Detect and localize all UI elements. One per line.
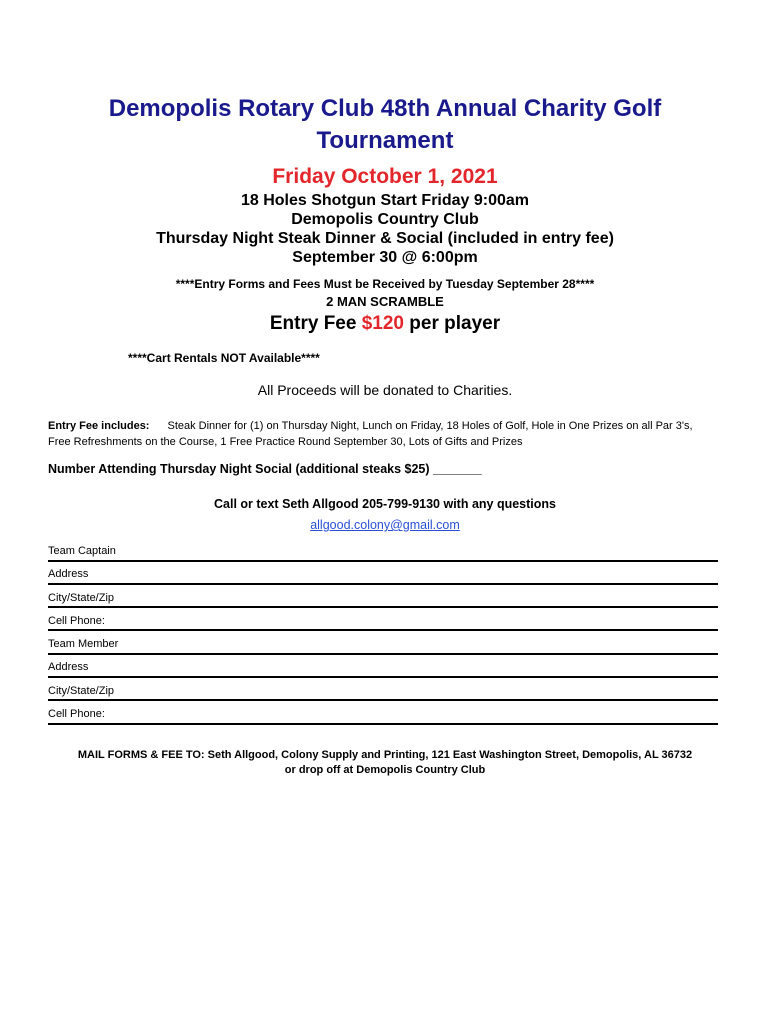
- captain-cell-phone-field[interactable]: Cell Phone:: [48, 610, 718, 632]
- dropoff-line: or drop off at Demopolis Country Club: [284, 764, 486, 776]
- email-link[interactable]: allgood.colony@gmail.com: [310, 518, 460, 532]
- mail-address-line: MAIL FORMS & FEE TO: Seth Allgood, Colony Supply and Printing, 121 East Washington Street, Demopolis, AL 36732: [77, 749, 693, 761]
- entry-fee: [0, 313, 770, 335]
- entry-fee-prefix: Entry Fee: [269, 313, 357, 334]
- entry-fee-suffix: per player: [409, 313, 501, 334]
- mailing-instructions: [0, 748, 770, 778]
- entry-fee-amount: $120: [361, 313, 405, 334]
- deadline-notice: ****Entry Forms and Fees Must be Received by Tuesday September 28****: [175, 277, 595, 291]
- member-address-field[interactable]: Address: [48, 656, 718, 678]
- email-row: [0, 518, 770, 532]
- team-captain-field[interactable]: Team Captain: [48, 540, 718, 562]
- page-title: Demopolis Rotary Club 48th Annual Charity Golf Tournament: [108, 95, 662, 154]
- captain-address-field[interactable]: Address: [48, 563, 718, 585]
- dinner-time-line: September 30 @ 6:00pm: [292, 249, 478, 266]
- contact-line: Call or text Seth Allgood 205-799-9130 with any questions: [214, 497, 556, 511]
- event-info: [0, 191, 770, 267]
- fee-includes: [48, 418, 718, 450]
- fee-includes-label: Entry Fee includes:: [48, 420, 150, 432]
- format-label: 2 MAN SCRAMBLE: [326, 294, 444, 309]
- dinner-line: Thursday Night Steak Dinner & Social (included in entry fee): [156, 230, 614, 247]
- member-city-state-zip-field[interactable]: City/State/Zip: [48, 680, 718, 702]
- captain-city-state-zip-field[interactable]: City/State/Zip: [48, 587, 718, 609]
- start-time-line: 18 Holes Shotgun Start Friday 9:00am: [240, 192, 530, 209]
- fee-includes-text: Steak Dinner for (1) on Thursday Night, Lunch on Friday, 18 Holes of Golf, Hole in One Prizes on all Par 3's, Free Refreshments on the Course, 1 Free Practice Round September 30, Lots of Gifts and Prizes: [48, 420, 693, 448]
- proceeds-notice: All Proceeds will be donated to Charities.: [257, 382, 513, 398]
- venue-line: Demopolis Country Club: [291, 211, 479, 228]
- cart-notice: ****Cart Rentals NOT Available****: [128, 351, 320, 365]
- event-date: Friday October 1, 2021: [272, 165, 498, 188]
- member-cell-phone-field[interactable]: Cell Phone:: [48, 703, 718, 725]
- team-member-field[interactable]: Team Member: [48, 633, 718, 655]
- registration-fields: [48, 540, 718, 726]
- attending-count-line: Number Attending Thursday Night Social (additional steaks $25) _______: [48, 462, 482, 476]
